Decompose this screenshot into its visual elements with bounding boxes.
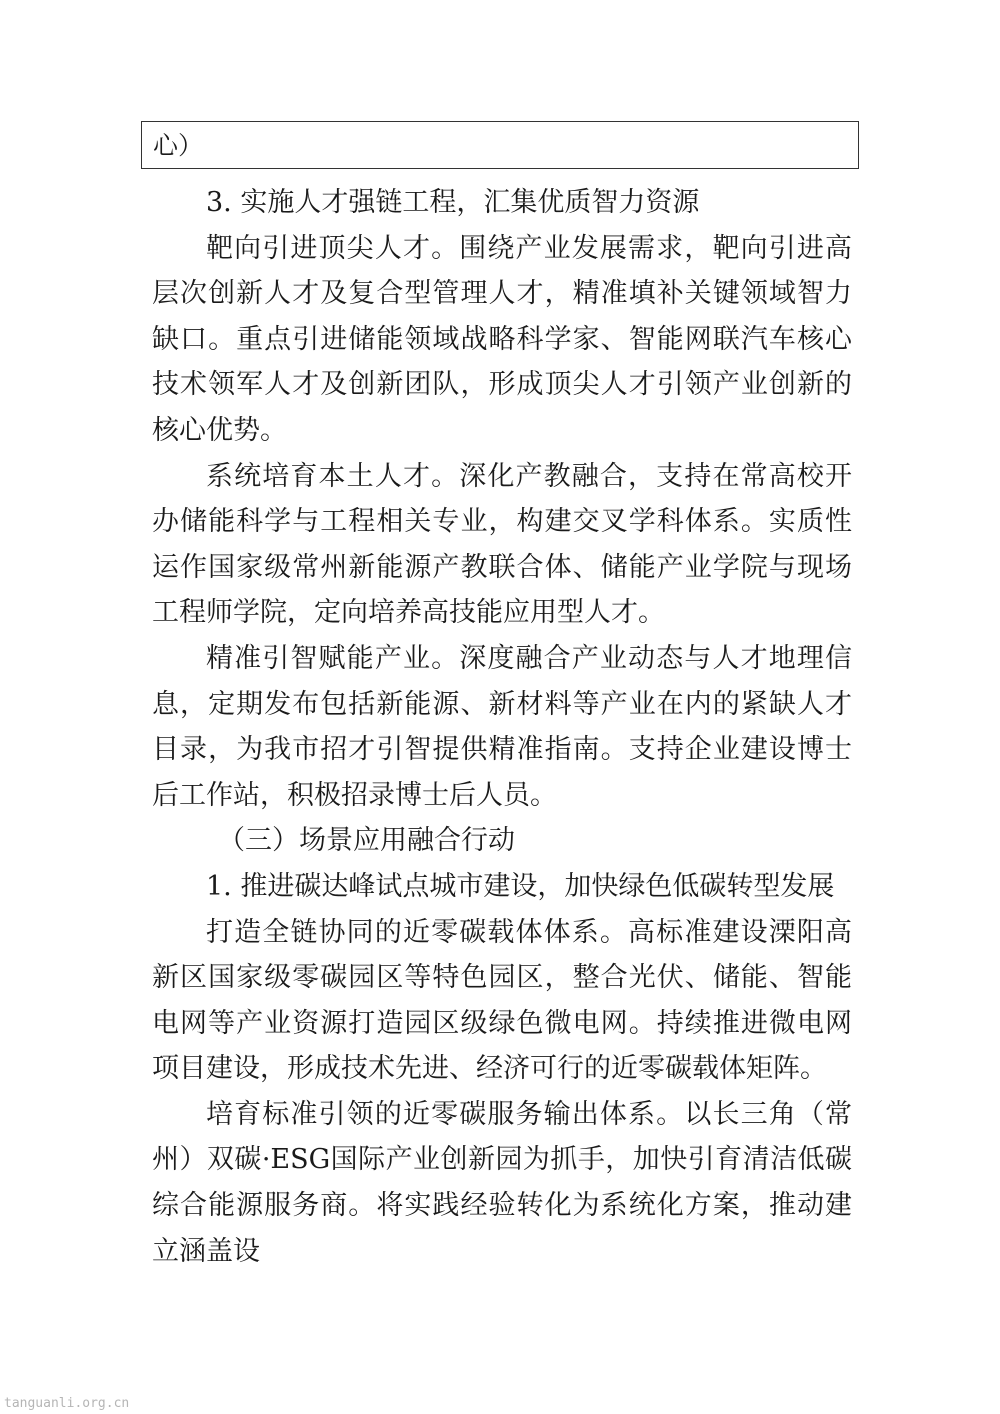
- watermark: tanguanli.org.cn: [4, 1396, 130, 1411]
- subheading-talent: 3. 实施人才强链工程，汇集优质智力资源: [206, 187, 700, 218]
- paragraph-near-zero-carrier: 打造全链协同的近零碳载体体系。高标准建设溧阳高新区国家级零碳园区等特色园区，整合光伏、储能、智能电网等产业资源打造园区级绿色微电网。持续推进微电网项目建设，形成技术先进、经济可行的近零碳载体矩阵。: [152, 916, 852, 1085]
- paragraph-service-output: 培育标准引领的近零碳服务输出体系。以长三角（常州）双碳·ESG国际产业创新园为抓手，加快引育清洁低碳综合能源服务商。将实践经验转化为系统化方案，推动建立涵盖设: [152, 1098, 852, 1267]
- document-body: [152, 180, 852, 1274]
- paragraph-local-talent: 系统培育本土人才。深化产教融合，支持在常高校开办储能科学与工程相关专业，构建交叉学科体系。实质性运作国家级常州新能源产教联合体、储能产业学院与现场工程师学院，定向培养高技能应用型人才。: [152, 460, 852, 629]
- paragraph-top-talent: 靶向引进顶尖人才。围绕产业发展需求，靶向引进高层次创新人才及复合型管理人才，精准填补关键领域智力缺口。重点引进储能领域战略科学家、智能网联汽车核心技术领军人才及创新团队，形成顶尖人才引领产业创新的核心优势。: [152, 232, 852, 446]
- paragraph-precise-recruitment: 精准引智赋能产业。深度融合产业动态与人才地理信息，定期发布包括新能源、新材料等产业在内的紧缺人才目录，为我市招才引智提供精准指南。支持企业建设博士后工作站，积极招录博士后人员。: [152, 642, 852, 811]
- section-heading-scenario: （三）场景应用融合行动: [218, 825, 515, 857]
- table-cell-text: 心）: [153, 131, 204, 160]
- table-cell-fragment: [141, 121, 859, 169]
- subheading-carbon-peak: 1. 推进碳达峰试点城市建设，加快绿色低碳转型发展: [206, 870, 835, 902]
